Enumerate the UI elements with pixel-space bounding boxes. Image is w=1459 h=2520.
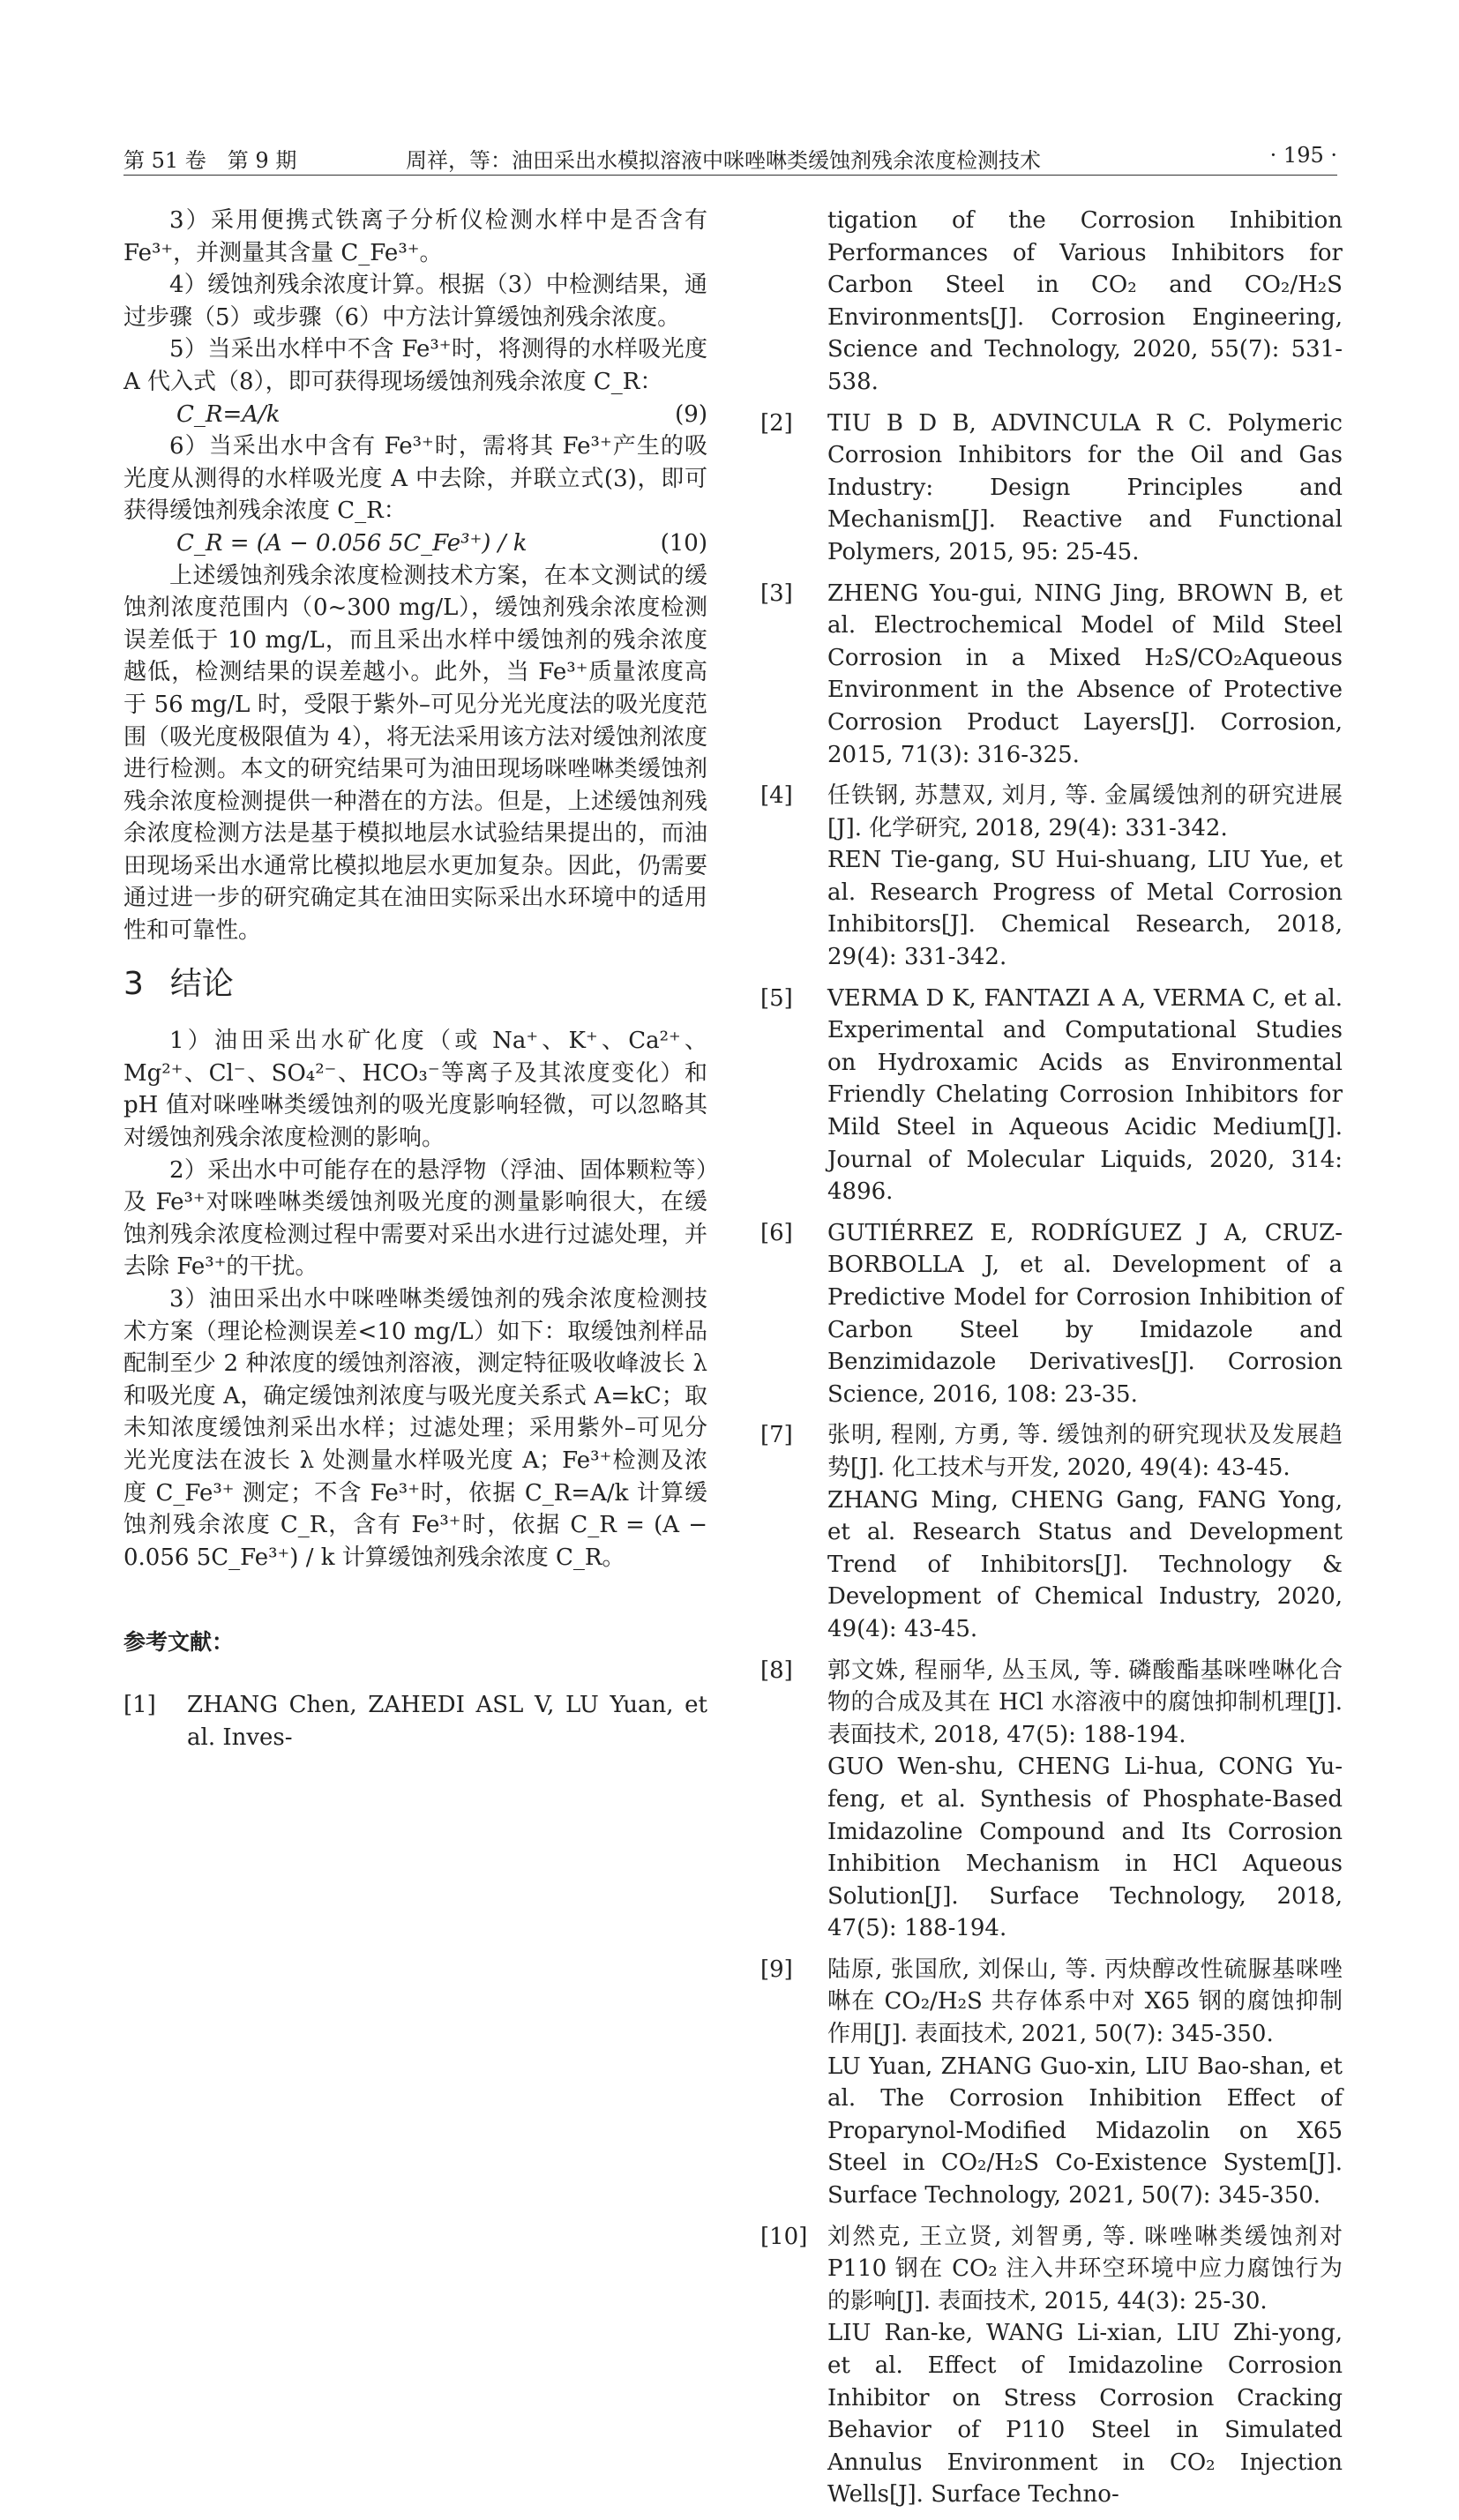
conclusion-1: 1）油田采出水矿化度（或 Na⁺、K⁺、Ca²⁺、Mg²⁺、Cl⁻、SO₄²⁻、HCO₃⁻等离子及其浓度变化）和 pH 值对咪唑啉类缓蚀剂的吸光度影响轻微，可以忽略其对缓蚀剂残余浓度检测的影响。 <box>123 1028 707 1152</box>
paragraph-summary: 上述缓蚀剂残余浓度检测技术方案，在本文测试的缓蚀剂浓度范围内（0~300 mg/L），缓蚀剂残余浓度检测误差低于 10 mg/L，而且采出水样中缓蚀剂的残余浓度越低，检测结果的误差越小。此外，当 Fe³⁺质量浓度高于 56 mg/L 时，受限于紫外–可见分光光度法的吸光度范围（吸光度极限值为 4），将无法采用该方法对缓蚀剂浓度进行检测。本文的研究结果可为油田现场咪唑啉类缓蚀剂残余浓度检测提供一种潜在的方法。但是，上述缓蚀剂残余浓度检测方法是基于模拟地层水试验结果提出的，而油田现场采出水通常比模拟地层水更加复杂。因此，仍需要通过进一步的研究确定其在油田实际采出水环境中的适用性和可靠性。 <box>123 562 707 945</box>
reference-text-en: REN Tie-gang, SU Hui-shuang, LIU Yue, et al. Research Progress of Metal Corrosion Inhibitors[J]. Chemical Research, 2018, 29(4): 331-342. <box>827 847 1343 971</box>
equation-10 <box>123 527 707 560</box>
reference-text: TIU B D B, ADVINCULA R C. Polymeric Corrosion Inhibitors for the Oil and Gas Industry: Design Principles and Mechanism[J]. Reactive and Functional Polymers, 2015, 95: 25-45. <box>827 409 1343 565</box>
left-column <box>123 205 707 1754</box>
reference-item <box>760 1419 1343 1645</box>
reference-text-cn: 郭文姝, 程丽华, 丛玉凤, 等. 磷酸酯基咪唑啉化合物的合成及其在 HCl 水溶液中的腐蚀抑制机理[J]. 表面技术, 2018, 47(5): 188-194. <box>827 1656 1343 1748</box>
section-heading <box>123 965 707 1002</box>
reference-item <box>760 1217 1343 1411</box>
reference-number: [6] <box>760 1219 793 1246</box>
running-header <box>123 139 1337 176</box>
equation-10-number: (10) <box>660 529 707 557</box>
reference-number: [8] <box>760 1656 793 1684</box>
reference-continuation: tigation of the Corrosion Inhibition Performances of Various Inhibitors for Carbon Steel in CO₂ and CO₂/H₂S Environments[J]. Corrosion Engineering, Science and Technology, 2020, 55(7): 531-538. <box>827 207 1343 395</box>
reference-text-cn: 刘然克, 王立贤, 刘智勇, 等. 咪唑啉类缓蚀剂对 P110 钢在 CO₂ 注入井环空环境中应力腐蚀行为的影响[J]. 表面技术, 2015, 44(3): 25-30. <box>827 2223 1343 2314</box>
reference-text-en: LIU Ran-ke, WANG Li-xian, LIU Zhi-yong, et al. Effect of Imidazoline Corrosion Inhibitor on Stress Corrosion Cracking Behavior of P110 Steel in Simulated Annulus Environment in CO₂ Injection Wells[J]. Surface Techno- <box>827 2320 1343 2509</box>
reference-text-en: GUO Wen-shu, CHENG Li-hua, CONG Yu-feng, et al. Synthesis of Phosphate-Based Imidazoline Compound and Its Corrosion Inhibition Mechanism in HCl Aqueous Solution[J]. Surface Technology, 2018, 47(5): 188-194. <box>827 1754 1343 1942</box>
reference-item <box>760 408 1343 569</box>
equation-9 <box>123 399 707 431</box>
reference-text <box>827 1655 1343 1945</box>
right-column <box>760 205 1343 2520</box>
reference-number: [3] <box>760 580 793 607</box>
volume-issue: 第 51 卷 第 9 期 <box>123 148 297 173</box>
page-number: · 195 · <box>1269 143 1337 168</box>
reference-text: ZHANG Chen, ZAHEDI ASL V, LU Yuan, et al. Inves- <box>187 1691 707 1751</box>
reference-number: [2] <box>760 409 793 437</box>
reference-text-en: ZHANG Ming, CHENG Gang, FANG Yong, et al. Research Status and Development Trend of Inhibitors[J]. Technology & Development of Chemical Industry, 2020, 49(4): 43-45. <box>827 1486 1343 1642</box>
reference-item <box>760 780 1343 974</box>
reference-text: ZHENG You-gui, NING Jing, BROWN B, et al. Electrochemical Model of Mild Steel Corrosion in a Mixed H₂S/CO₂Aqueous Environment in the Absence of Protective Corrosion Product Layers[J]. Corrosion, 2015, 71(3): 316-325. <box>827 580 1343 768</box>
reference-text <box>827 1419 1343 1645</box>
reference-text-cn: 陆原, 张国欣, 刘保山, 等. 丙炔醇改性硫脲基咪唑啉在 CO₂/H₂S 共存体系中对 X65 钢的腐蚀抑制作用[J]. 表面技术, 2021, 50(7): 345-350. <box>827 1955 1343 2048</box>
reference-item <box>760 1655 1343 1945</box>
reference-number: [5] <box>760 984 793 1012</box>
reference-text-en: LU Yuan, ZHANG Guo-xin, LIU Bao-shan, et al. The Corrosion Inhibition Effect of Proparynol-Modified Midazolin on X65 Steel in CO₂/H₂S Co-Existence System[J]. Surface Technology, 2021, 50(7): 345-350. <box>827 2053 1343 2210</box>
reference-text: GUTIÉRREZ E, RODRÍGUEZ J A, CRUZ-BORBOLLA J, et al. Development of a Predictive Model for Corrosion Inhibition of Carbon Steel by Imidazole and Benzimidazole Derivatives[J]. Corrosion Science, 2016, 108: 23-35. <box>827 1219 1343 1408</box>
reference-number: [1] <box>123 1691 156 1718</box>
paragraph-step-5: 5）当采出水样中不含 Fe³⁺时，将测得的水样吸光度 A 代入式（8），即可获得现场缓蚀剂残余浓度 C_R： <box>123 336 707 395</box>
reference-text-cn: 张明, 程刚, 方勇, 等. 缓蚀剂的研究现状及发展趋势[J]. 化工技术与开发, 2020, 49(4): 43-45. <box>827 1422 1343 1481</box>
running-title: 周祥，等：油田采出水模拟溶液中咪唑啉类缓蚀剂残余浓度检测技术 <box>406 148 1041 173</box>
reference-item <box>760 2221 1343 2511</box>
paragraph-step-6: 6）当采出水中含有 Fe³⁺时，需将其 Fe³⁺产生的吸光度从测得的水样吸光度 A 中去除，并联立式(3)，即可获得缓蚀剂残余浓度 C_R： <box>123 433 707 525</box>
reference-item <box>760 1954 1343 2212</box>
reference-text: VERMA D K, FANTAZI A A, VERMA C, et al. Experimental and Computational Studies on Hydroxamic Acids as Environmental Friendly Chelating Corrosion Inhibitors for Mild Steel in Aqueous Acidic Medium[J]. Journal of Molecular Liquids, 2020, 314: 4896. <box>827 984 1343 1206</box>
equation-9-number: (9) <box>675 400 707 428</box>
reference-text-cn: 任铁钢, 苏慧双, 刘月, 等. 金属缓蚀剂的研究进展[J]. 化学研究, 2018, 29(4): 331-342. <box>827 782 1343 841</box>
conclusion-2: 2）采出水中可能存在的悬浮物（浮油、固体颗粒等）及 Fe³⁺对咪唑啉类缓蚀剂吸光度的测量影响很大，在缓蚀剂残余浓度检测过程中需要对采出水进行过滤处理，并去除 Fe³⁺的干扰。 <box>123 1156 707 1281</box>
reference-text <box>827 780 1343 974</box>
section-title: 结论 <box>169 965 234 1002</box>
references-heading: 参考文献： <box>123 1629 235 1656</box>
reference-text <box>827 1954 1343 2212</box>
equation-10-body: C_R = (A − 0.056 5C_Fe³⁺) / k <box>176 529 527 557</box>
reference-item <box>123 1689 707 1754</box>
reference-item <box>760 578 1343 772</box>
reference-item <box>760 983 1343 1208</box>
reference-text <box>827 2221 1343 2511</box>
section-number: 3 <box>123 965 144 1002</box>
conclusion-3: 3）油田采出水中咪唑啉类缓蚀剂的残余浓度检测技术方案（理论检测误差<10 mg/L）如下：取缓蚀剂样品配制至少 2 种浓度的缓蚀剂溶液，测定特征吸收峰波长 λ 和吸光度 A，确定缓蚀剂浓度与吸光度关系式 A=kC；取未知浓度缓蚀剂采出水样；过滤处理；采用紫外–可见分光光度法在波长 λ 处测量水样吸光度 A；Fe³⁺检测及浓度 C_Fe³⁺ 测定；不含 Fe³⁺时，依据 C_R=A/k 计算缓蚀剂残余浓度 C_R，含有 Fe³⁺时，依据 C_R = (A − 0.056 5C_Fe³⁺) / k 计算缓蚀剂残余浓度 C_R。 <box>123 1286 707 1571</box>
reference-number: [7] <box>760 1422 793 1449</box>
paragraph-step-4: 4）缓蚀剂残余浓度计算。根据（3）中检测结果，通过步骤（5）或步骤（6）中方法计算缓蚀剂残余浓度。 <box>123 272 707 331</box>
reference-number: [10] <box>760 2223 808 2250</box>
reference-number: [4] <box>760 782 793 810</box>
paragraph-step-3: 3）采用便携式铁离子分析仪检测水样中是否含有 Fe³⁺，并测量其含量 C_Fe³⁺。 <box>123 207 707 266</box>
reference-number: [9] <box>760 1955 793 1983</box>
equation-9-body: C_R=A/k <box>176 400 281 428</box>
